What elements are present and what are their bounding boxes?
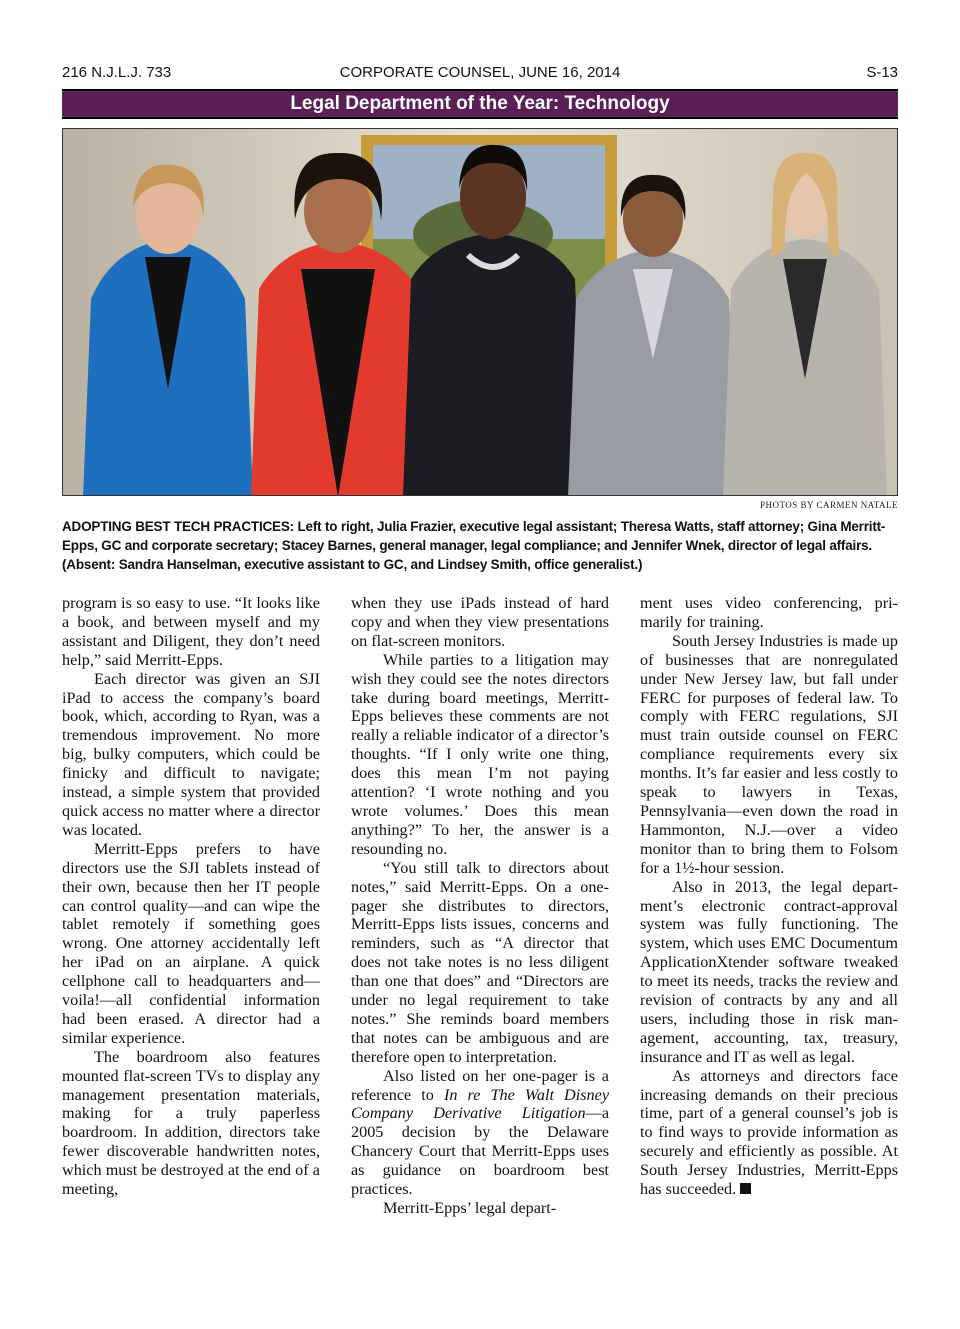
paragraph: “You still talk to directors about notes,” said Merritt-Epps. On a one-pager she distributes to directors, Merritt-Epps lists issues, concerns and reminders, such as “A director that does not take notes is no less diligent than one that does” and “Directors are under no legal requirement to take notes.” She reminds board members that notes can be ambiguous and are therefore open to interpretation. (351, 858, 609, 1066)
paragraph (640, 1067, 898, 1199)
paragraph-text: —a 2005 decision by the Delaware Chancery Court that Merritt-Epps uses as guidance on boardroom best practices. (351, 1104, 609, 1199)
paragraph: Merritt-Epps prefers to have directors use the SJI tablets instead of their own, because then her IT people can control quality—and can wipe the tablet remotely if something goes wrong. One attorney accidentally left her iPad on an airplane. A quick cellphone call to headquarters and—voila!—all confidential information had been erased. A director had a similar experience. (62, 839, 320, 1047)
paragraph: South Jersey Industries is made up of businesses that are nonregulated under New Jersey law, but fall under FERC for purposes of federal law. To comply with FERC regulations, SJI must train outside counsel on FERC compliance requirements every six months. It’s far easier and less costly to speak to lawyers in Texas, Pennsylvania—even down the road in Hammonton, N.J.—over a video monitor than to bring them to Folsom for a 1½-hour session. (640, 631, 898, 877)
paragraph: ment uses video conferencing, primarily for training. (640, 594, 898, 631)
publication-date: CORPORATE COUNSEL, JUNE 16, 2014 (339, 64, 621, 81)
article-column-3 (640, 594, 898, 1199)
article-body (62, 594, 898, 1274)
case-name: In re The Walt Disney Company Derivative Litigation (351, 1085, 610, 1123)
paragraph (351, 1067, 609, 1199)
section-banner: Legal Department of the Year: Technology (62, 89, 898, 119)
paragraph: The boardroom also features mounted flat-screen TVs to display any management presentation materials, making for a truly paperless boardroom. In addition, directors take fewer discoverable handwritten notes, which must be destroyed at the end of a meeting, (62, 1047, 320, 1199)
paragraph: Merritt-Epps’ legal depart- (383, 1199, 557, 1217)
paragraph: program is so easy to use. “It looks like a book, and between myself and my assistant and Diligent, they don’t need help,” said Merritt-Epps. (62, 594, 320, 669)
photo-credit: PHOTOS BY CARMEN NATALE (759, 500, 898, 510)
paragraph-text: Also listed on her one-pager is a reference to (351, 1066, 609, 1104)
article-column-1 (62, 594, 320, 1199)
article-column-2 (351, 594, 609, 1218)
photo-caption: ADOPTING BEST TECH PRACTICES: Left to right, Julia Frazier, executive legal assistant; Theresa Watts, staff attorney; Gina Merritt-Epps, GC and corporate secretary; Stacey Barnes, general manager, legal compliance; and Jennifer Wnek, director of legal affairs. (Absent: Sandra Hanselman, executive assistant to GC, and Lindsey Smith, office generalist.) (62, 519, 886, 572)
paragraph-text: As attorneys and directors face increasing demands on their precious time, part of a general counsel’s job is to find ways to provide information as securely and efficiently as possible. At South Jersey Industries, Merritt-Epps has succeeded. (640, 1066, 898, 1199)
group-photo (62, 128, 898, 496)
end-mark-icon (740, 1183, 751, 1194)
citation: 216 N.J.L.J. 733 (62, 64, 172, 81)
paragraph: Also in 2013, the legal department’s electronic contract-approval system was fully functioning. The system, which uses EMC Documentum ApplicationXtender software tweaked to meet its needs, tracks the review and revision of contracts by any and all users, including those in risk management, accounting, tax, treasury, insurance and IT as well as legal. (640, 877, 898, 1066)
paragraph: While parties to a litigation may wish they could see the notes directors take during board meetings, Merritt-Epps believes these comments are not really a reliable indicator of a director’s thoughts. “If I only write one thing, does this mean I’m not paying attention? ‘I wrote nothing and you wrote volumes.’ Does this mean anything?” To her, the answer is a resounding no. (351, 650, 609, 858)
paragraph: when they use iPads instead of hard copy and when they view presentations on flat-screen monitors. (351, 594, 609, 650)
group-photo-illustration (63, 129, 898, 496)
page-number: S-13 (866, 64, 898, 81)
page-header (62, 64, 898, 84)
paragraph: Each director was given an SJI iPad to access the company’s board book, which, according to Ryan, was a tremendous improvement. No more big, bulky computers, which could be finicky and difficult to navigate; instead, a simple system that provided quick access no matter where a director was located. (62, 669, 320, 839)
